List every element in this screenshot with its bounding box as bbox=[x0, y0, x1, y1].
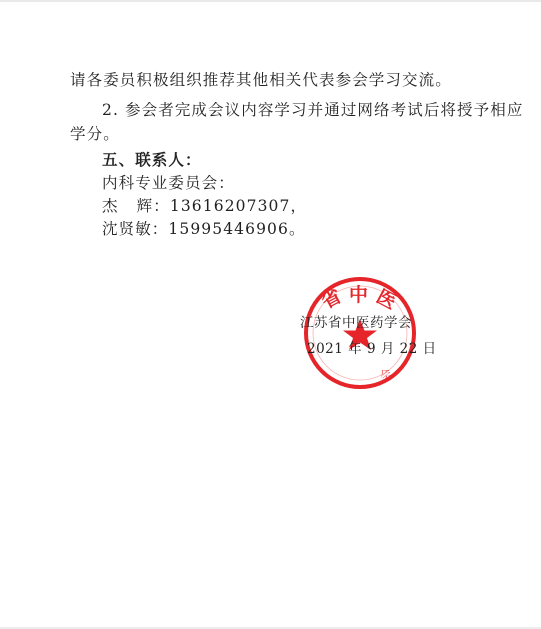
svg-text:会: 会 bbox=[376, 365, 396, 385]
contact-committee: 内科专业委员会： bbox=[102, 174, 235, 192]
signature-organization: 江苏省中医药学会 bbox=[300, 315, 412, 331]
body-line-2: 2. 参会者完成会议内容学习并通过网络考试后将授予相应 bbox=[102, 101, 524, 119]
page-top-edge bbox=[0, 0, 541, 2]
svg-text:省: 省 bbox=[318, 285, 346, 314]
svg-text:中: 中 bbox=[349, 284, 369, 306]
signature-date: 2021 年 9 月 22 日 bbox=[307, 341, 437, 357]
svg-text:医: 医 bbox=[372, 285, 400, 314]
official-seal bbox=[302, 275, 418, 391]
contact-person-1: 杰 辉：13616207307， bbox=[102, 197, 308, 215]
section-heading-contacts: 五、联系人： bbox=[102, 150, 202, 169]
body-line-1: 请各委员积极组织推荐其他相关代表参会学习交流。 bbox=[70, 71, 452, 89]
body-line-3: 学分。 bbox=[70, 125, 120, 143]
contact-person-2: 沈贤敏：15995446906。 bbox=[102, 220, 306, 238]
